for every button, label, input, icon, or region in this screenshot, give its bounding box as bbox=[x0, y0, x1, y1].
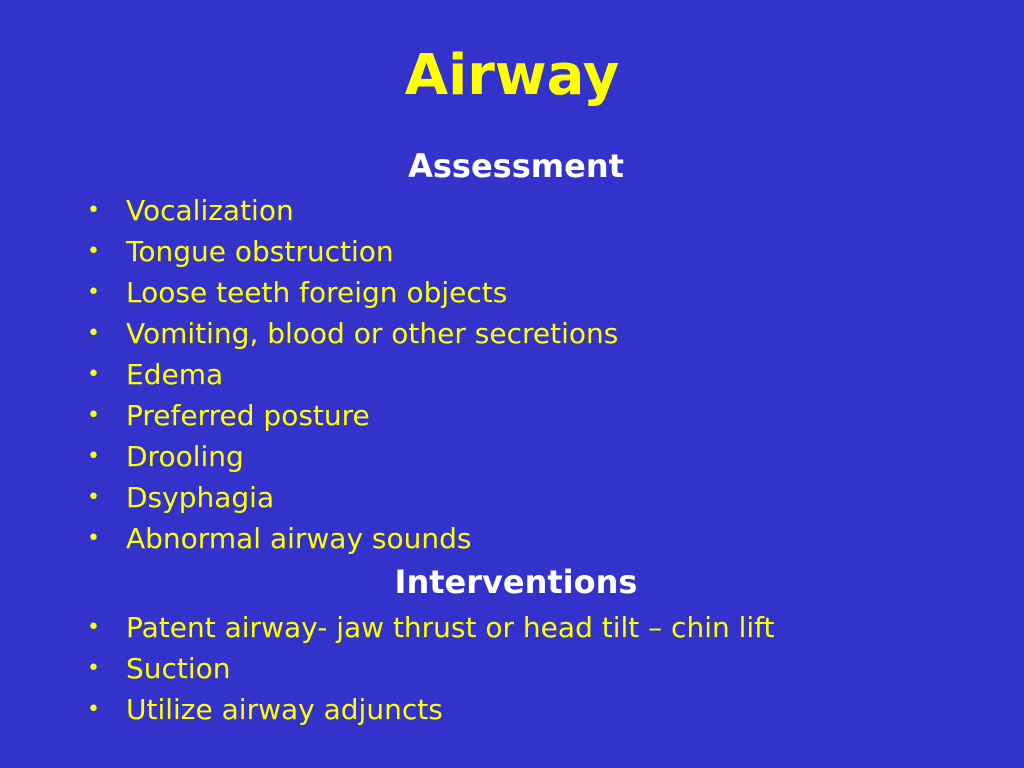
bullet-icon: • bbox=[87, 697, 100, 722]
list-item-text: Vomiting, blood or other secretions bbox=[126, 317, 619, 350]
list-item-text: Patent airway- jaw thrust or head tilt – chin lift bbox=[126, 611, 775, 644]
list-item-text: Utilize airway adjuncts bbox=[126, 693, 443, 726]
bullet-icon: • bbox=[87, 239, 100, 264]
list-item-text: Loose teeth foreign objects bbox=[126, 276, 508, 309]
bullet-icon: • bbox=[87, 656, 100, 681]
bullet-icon: • bbox=[87, 444, 100, 469]
list-item-text: Vocalization bbox=[126, 194, 294, 227]
list-item-text: Preferred posture bbox=[126, 399, 370, 432]
bullet-icon: • bbox=[87, 280, 100, 305]
section-heading-interventions: Interventions bbox=[394, 563, 638, 601]
bullet-icon: • bbox=[87, 615, 100, 640]
list-item-text: Drooling bbox=[126, 440, 244, 473]
bullet-icon: • bbox=[87, 362, 100, 387]
slide-title: Airway bbox=[404, 43, 620, 108]
bullet-icon: • bbox=[87, 321, 100, 346]
list-item-text: Dsyphagia bbox=[126, 481, 275, 514]
list-item-text: Tongue obstruction bbox=[126, 235, 394, 268]
list-item-text: Edema bbox=[126, 358, 224, 391]
list-item-text: Suction bbox=[126, 652, 231, 685]
section-heading-assessment: Assessment bbox=[408, 147, 624, 185]
bullet-icon: • bbox=[87, 526, 100, 551]
bullet-icon: • bbox=[87, 198, 100, 223]
bullet-icon: • bbox=[87, 485, 100, 510]
list-item-text: Abnormal airway sounds bbox=[126, 522, 472, 555]
bullet-icon: • bbox=[87, 403, 100, 428]
